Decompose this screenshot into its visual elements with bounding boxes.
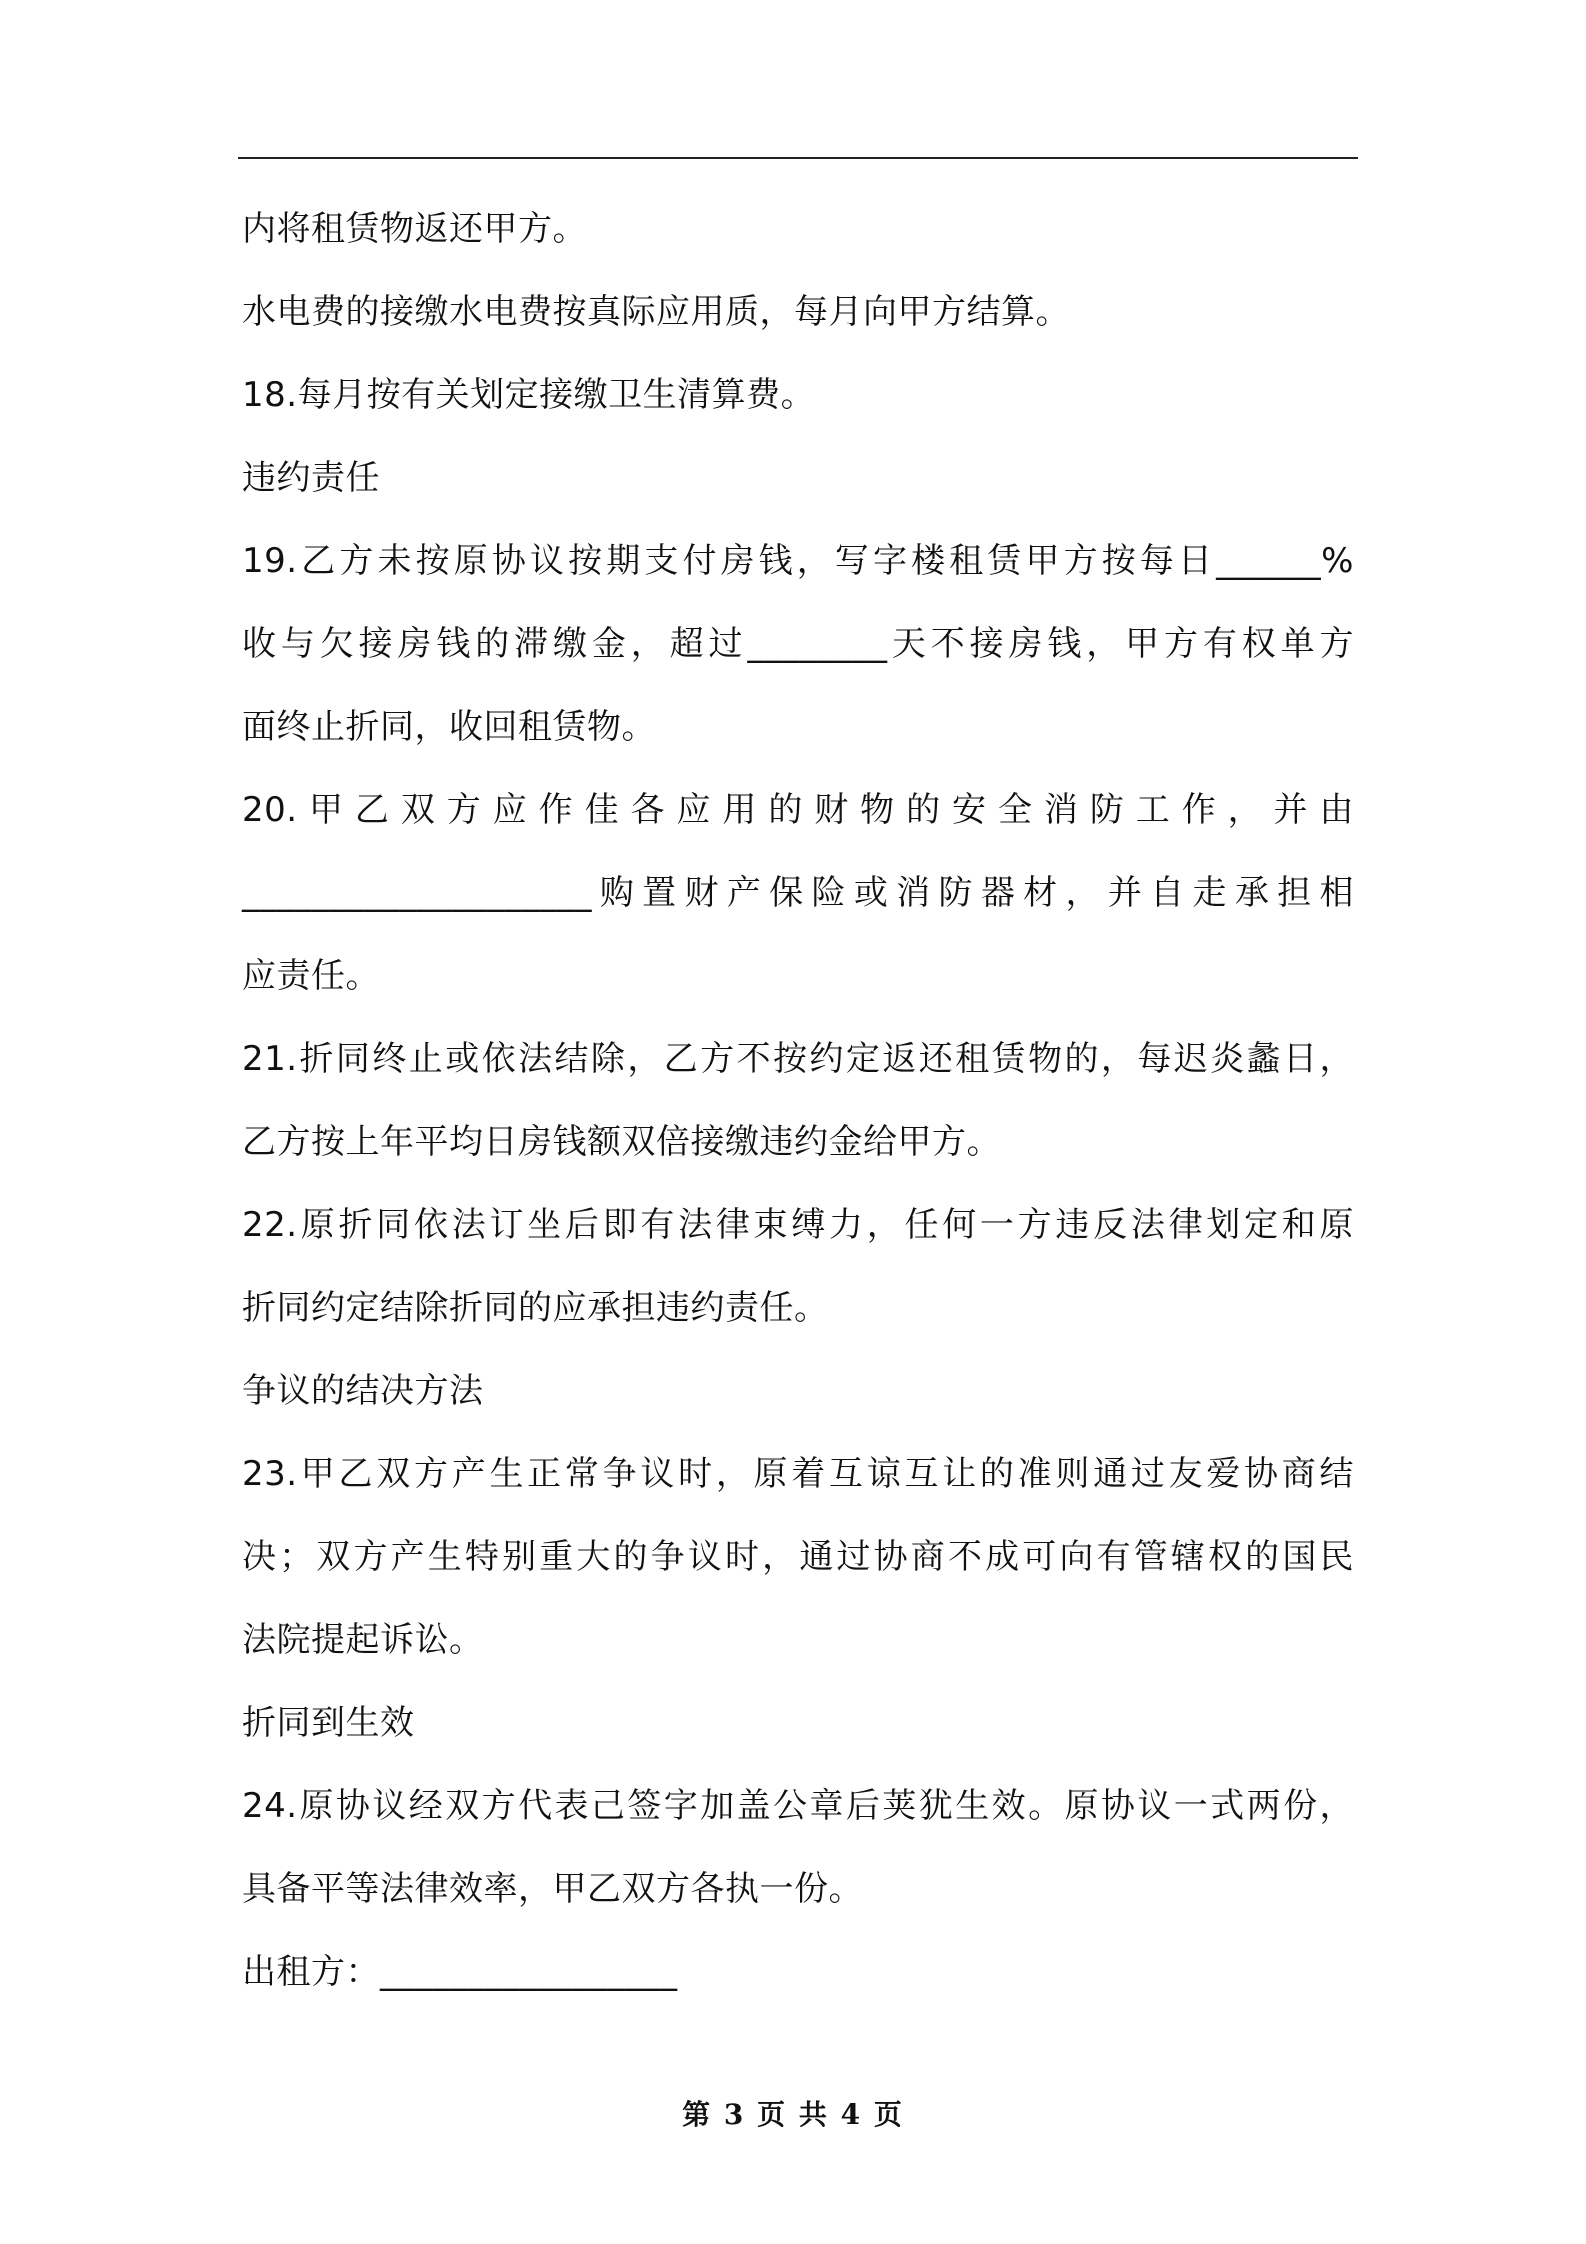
text-line: 应责任。 <box>242 956 380 996</box>
text-line: 具备平等法律效率，甲乙双方各执一份。 <box>242 1869 863 1909</box>
text-line: 18.每月按有关划定接缴卫生清算费。 <box>242 375 816 415</box>
section-heading: 争议的结决方法 <box>242 1371 484 1411</box>
section-heading: 违约责任 <box>242 458 380 498</box>
page-number: 第 3 页 共 4 页 <box>682 2098 904 2131</box>
text-line: 法院提起诉讼。 <box>242 1620 484 1660</box>
text-line: 决；双方产生特别重大的争议时，通过协商不成可向有管辖权的国民 <box>242 1537 1354 1577</box>
text-line: 收与欠接房钱的滞缴金，超过________天不接房钱，甲方有权单方 <box>242 624 1354 664</box>
text-line: 面终止折同，收回租赁物。 <box>242 707 656 747</box>
text-line: 24.原协议经双方代表己签字加盖公章后荚犹生效。原协议一式两份， <box>242 1786 1354 1826</box>
text-line: 内将租赁物返还甲方。 <box>242 209 587 249</box>
text-line: 20.甲乙双方应作佳各应用的财物的安全消防工作，并由 <box>242 790 1354 830</box>
text-line: 23.甲乙双方产生正常争议时，原着互谅互让的准则通过友爱协商结 <box>242 1454 1354 1494</box>
section-heading: 折同到生效 <box>242 1703 415 1743</box>
text-line: 19.乙方未按原协议按期支付房钱，写字楼租赁甲方按每日______% <box>242 541 1354 581</box>
text-line: 22.原折同依法订坐后即有法律束缚力，任何一方违反法律划定和原 <box>242 1205 1354 1245</box>
signature-line-lessor: 出租方：_________________ <box>242 1952 678 1992</box>
text-line: 乙方按上年平均日房钱额双倍接缴违约金给甲方。 <box>242 1122 1001 1162</box>
text-line: 水电费的接缴水电费按真际应用质，每月向甲方结算。 <box>242 292 1070 332</box>
text-line: 折同约定结除折同的应承担违约责任。 <box>242 1288 829 1328</box>
text-line: 21.折同终止或依法结除，乙方不按约定返还租赁物的，每迟炎蠡日， <box>242 1039 1354 1079</box>
text-line: ____________________购置财产保险或消防器材，并自走承担相 <box>242 873 1354 913</box>
